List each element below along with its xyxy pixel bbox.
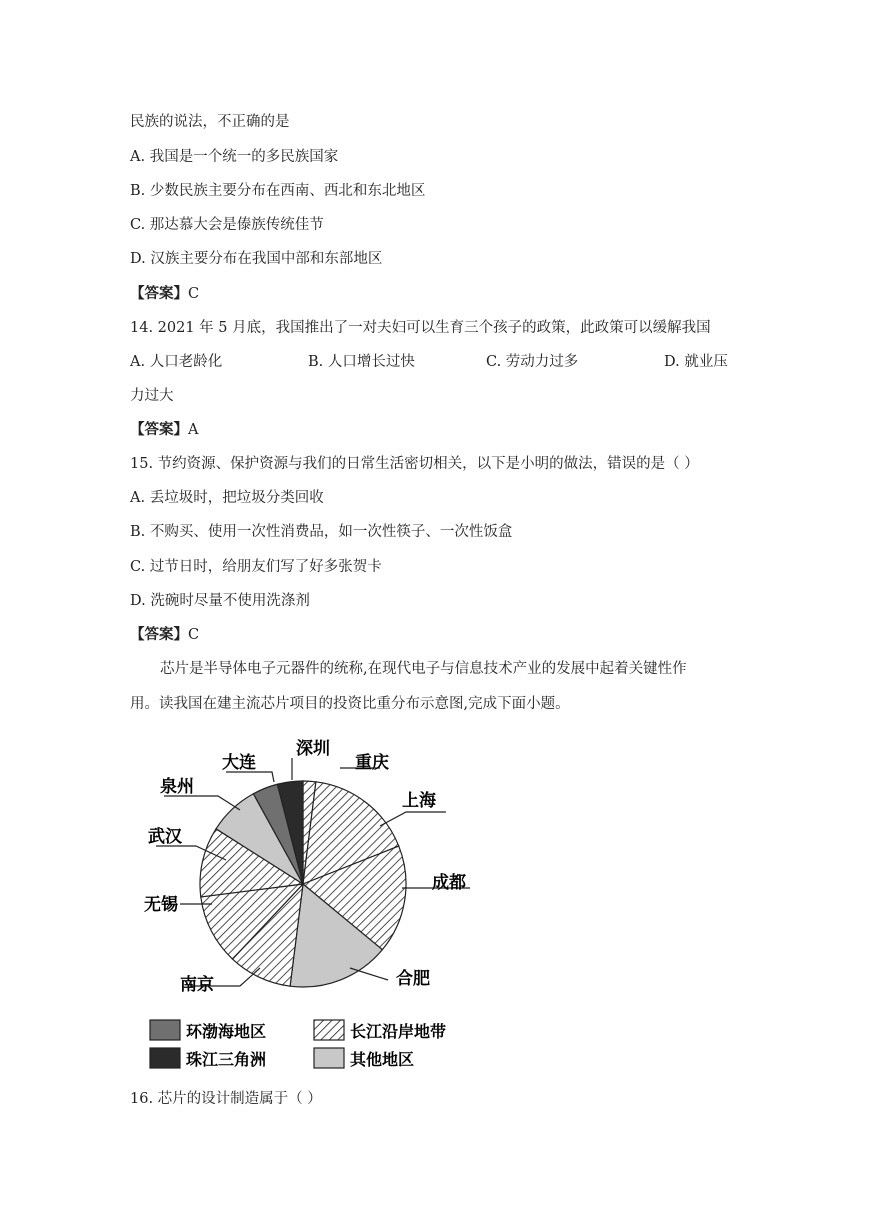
q14-option-b: B. 人口增长过快 — [308, 354, 415, 370]
legend-label-3: 珠江三角洲 — [186, 1050, 267, 1069]
pie-leader-8 — [164, 796, 240, 810]
legend-swatch-3 — [150, 1048, 180, 1068]
q15-stem: 15. 节约资源、保护资源与我们的日常生活密切相关，以下是小明的做法，错误的是（ ） — [130, 456, 699, 472]
legend-swatch-4 — [314, 1048, 344, 1068]
pie-label-1: 重庆 — [355, 753, 389, 773]
pie-label-6: 无锡 — [144, 895, 178, 915]
pie-label-10: 深圳 — [296, 739, 330, 759]
pie-label-4: 合肥 — [396, 969, 430, 989]
q13-stem: 民族的说法，不正确的是 — [130, 114, 290, 130]
q13-option-a: A. 我国是一个统一的多民族国家 — [130, 149, 339, 165]
pie-leader-9 — [226, 772, 274, 782]
q15-option-a: A. 丢垃圾时，把垃圾分类回收 — [130, 490, 324, 506]
q15-option-b: B. 不购买、使用一次性消费品，如一次性筷子、一次性饭盒 — [130, 524, 513, 540]
answer-label: 【答案】 — [130, 422, 188, 438]
pie-label-3: 成都 — [432, 873, 466, 893]
answer-value: A — [188, 422, 199, 438]
answer-label: 【答案】 — [130, 627, 188, 643]
legend-label-2: 长江沿岸地带 — [350, 1022, 447, 1041]
pie-label-7: 武汉 — [148, 827, 182, 847]
legend-label-4: 其他地区 — [350, 1050, 415, 1069]
investment-pie-chart — [140, 728, 480, 1073]
q14-option-d: D. 就业压 — [664, 354, 728, 370]
pie-label-2: 上海 — [402, 791, 436, 811]
legend-swatch-2 — [314, 1020, 344, 1040]
q14-stem: 14. 2021 年 5 月底，我国推出了一对夫妇可以生育三个孩子的政策，此政策可以缓解我国 — [130, 320, 711, 336]
answer-label: 【答案】 — [130, 286, 188, 302]
q14-option-c: C. 劳动力过多 — [486, 354, 579, 370]
q15-answer — [130, 625, 199, 645]
q16-stem: 16. 芯片的设计制造属于（ ） — [130, 1091, 322, 1107]
q14-option-a: A. 人口老龄化 — [130, 354, 223, 370]
pie-label-5: 南京 — [180, 975, 214, 995]
q15-option-d: D. 洗碗时尽量不使用洗涤剂 — [130, 593, 310, 609]
answer-value: C — [188, 627, 200, 643]
q14-answer — [130, 420, 198, 440]
legend-swatch-1 — [150, 1020, 180, 1040]
answer-value: C — [188, 286, 200, 302]
pie-label-8: 泉州 — [160, 777, 194, 797]
pie-label-9: 大连 — [222, 753, 256, 773]
passage-line-2: 用。读我国在建主流芯片项目的投资比重分布示意图,完成下面小题。 — [130, 696, 570, 712]
q15-option-c: C. 过节日时，给朋友们写了好多张贺卡 — [130, 559, 382, 575]
q13-option-b: B. 少数民族主要分布在西南、西北和东北地区 — [130, 183, 426, 199]
legend-label-1: 环渤海地区 — [186, 1022, 267, 1041]
q13-option-c: C. 那达慕大会是傣族传统佳节 — [130, 217, 324, 233]
pie-legend — [150, 1020, 446, 1069]
q13-answer — [130, 284, 199, 304]
q14-option-d-wrap: 力过大 — [130, 388, 174, 404]
pie-leader-4 — [350, 968, 388, 980]
pie-leader-2 — [380, 812, 446, 826]
pie-slices — [200, 781, 406, 987]
passage-line-1: 芯片是半导体电子元器件的统称,在现代电子与信息技术产业的发展中起着关键性作 — [160, 661, 687, 677]
q13-option-d: D. 汉族主要分布在我国中部和东部地区 — [130, 251, 383, 267]
